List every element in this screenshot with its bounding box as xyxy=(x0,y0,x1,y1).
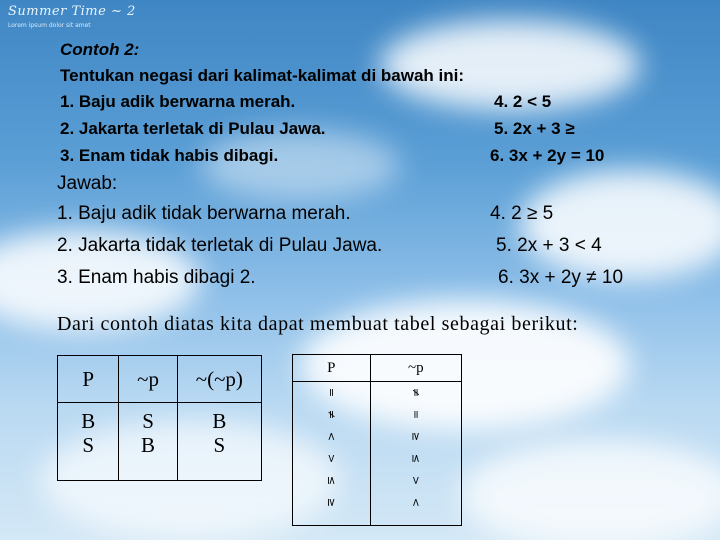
example-title: Contoh 2: xyxy=(60,40,140,59)
slide-header-subtitle: Lorem ipsum dolor sit amet xyxy=(8,22,91,29)
answer-item-4: 4. 2 ≥ 5 xyxy=(490,203,554,224)
operator-symbol: = xyxy=(409,409,423,420)
example-item-1: 1. Baju adik berwarna merah. xyxy=(60,92,296,111)
example-item-5: 5. 2x + 3 ≥ xyxy=(494,119,575,138)
operator-symbol: ≥ xyxy=(324,497,338,508)
cloud xyxy=(520,170,720,280)
operator-symbol: = xyxy=(324,387,338,398)
operator-negation-table xyxy=(292,354,462,526)
operator-symbol: > xyxy=(409,475,423,486)
slide-header-title: Summer Time ~ 2 xyxy=(8,4,136,19)
example-item-4: 4. 2 < 5 xyxy=(494,92,552,111)
table-header-p: P xyxy=(293,355,371,382)
operator-symbol: < xyxy=(409,497,423,508)
operator-column-p xyxy=(293,382,371,526)
example-instruction: Tentukan negasi dari kalimat-kalimat di bawah ini: xyxy=(60,66,465,85)
table-column-double-not-p xyxy=(177,403,261,481)
answer-item-5: 5. 2x + 3 < 4 xyxy=(496,235,602,256)
table-column-not-p xyxy=(119,403,177,481)
table-header-double-not-p: ~(~p) xyxy=(177,356,261,403)
operator-symbol: ≠ xyxy=(409,387,423,398)
answer-item-3: 3. Enam habis dibagi 2. xyxy=(57,267,256,288)
example-item-6: 6. 3x + 2y = 10 xyxy=(490,146,605,165)
table-header-p: P xyxy=(58,356,119,403)
operator-symbol: ≤ xyxy=(324,475,338,486)
table-column-p xyxy=(58,403,119,481)
table-header-not-p: ~p xyxy=(119,356,177,403)
table-cell: B xyxy=(212,409,227,433)
answer-item-6: 6. 3x + 2y ≠ 10 xyxy=(498,267,624,288)
operator-symbol: < xyxy=(324,431,338,442)
operator-column-not-p xyxy=(370,382,461,526)
answer-item-2: 2. Jakarta tidak terletak di Pulau Jawa. xyxy=(57,235,383,256)
conclusion-text: Dari contoh diatas kita dapat membuat tabel sebagai berikut: xyxy=(57,313,579,335)
example-item-3: 3. Enam tidak habis dibagi. xyxy=(60,146,279,165)
cloud xyxy=(460,440,720,540)
answer-item-1: 1. Baju adik tidak berwarna merah. xyxy=(57,203,351,224)
operator-symbol: ≠ xyxy=(324,409,338,420)
table-cell: S xyxy=(213,433,226,457)
table-cell: B xyxy=(81,409,96,433)
table-cell: S xyxy=(82,433,95,457)
table-cell: S xyxy=(142,409,154,433)
operator-symbol: ≥ xyxy=(409,431,423,442)
table-header-not-p: ~p xyxy=(370,355,461,382)
answer-title: Jawab: xyxy=(57,173,118,194)
negation-table xyxy=(57,355,262,481)
operator-symbol: > xyxy=(324,453,338,464)
operator-symbol: ≤ xyxy=(409,453,423,464)
example-item-2: 2. Jakarta terletak di Pulau Jawa. xyxy=(60,119,326,138)
table-cell: B xyxy=(141,433,156,457)
